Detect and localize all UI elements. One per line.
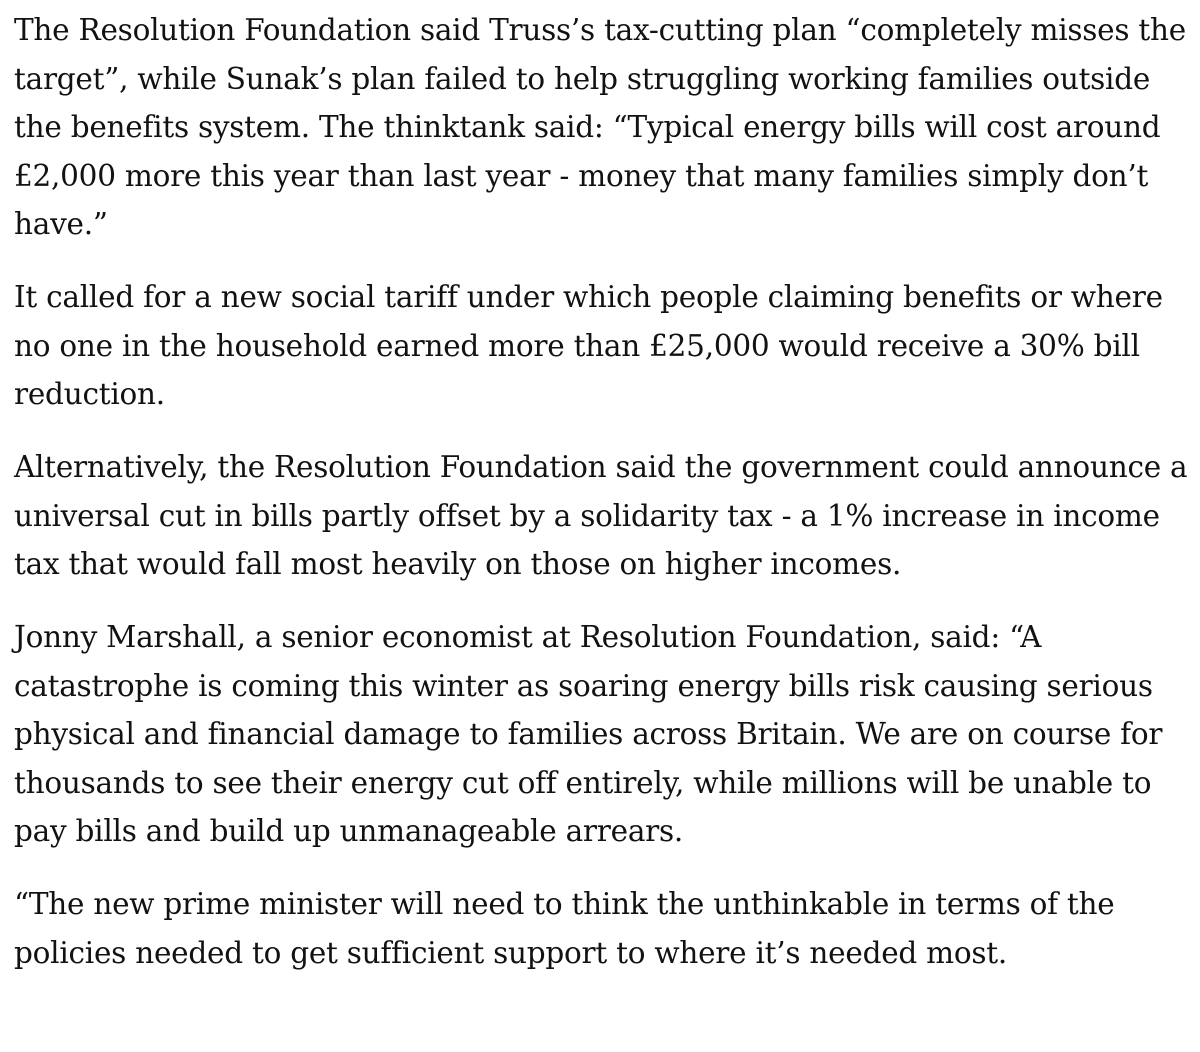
paragraph-social-tariff: It called for a new social tariff under which people claiming benefits or where no one in the household earned more than £25,000 would receive a 30% bill reduction. <box>14 280 1163 411</box>
paragraph-prime-minister-quote: “The new prime minister will need to think the unthinkable in terms of the policies needed to get sufficient support to where it’s needed most. <box>14 887 1115 970</box>
paragraph-jonny-marshall-quote: Jonny Marshall, a senior economist at Resolution Foundation, said: “A catastrophe is coming this winter as soaring energy bills risk causing serious physical and financial damage to families across Britain. We are on course for thousands to see their energy cut off entirely, while millions will be unable to pay bills and build up unmanageable arrears. <box>14 620 1163 848</box>
paragraph-solidarity-tax: Alternatively, the Resolution Foundation said the government could announce a universal cut in bills partly offset by a solidarity tax - a 1% increase in income tax that would fall most heavily on those on higher incomes. <box>14 450 1188 581</box>
article-body <box>14 6 1190 1002</box>
paragraph-resolution-foundation-criticism: The Resolution Foundation said Truss’s tax-cutting plan “completely misses the target”, while Sunak’s plan failed to help struggling working families outside the benefits system. The thinktank said: “Typical energy bills will cost around £2,000 more this year than last year - money that many families simply don’t have.” <box>14 13 1186 241</box>
